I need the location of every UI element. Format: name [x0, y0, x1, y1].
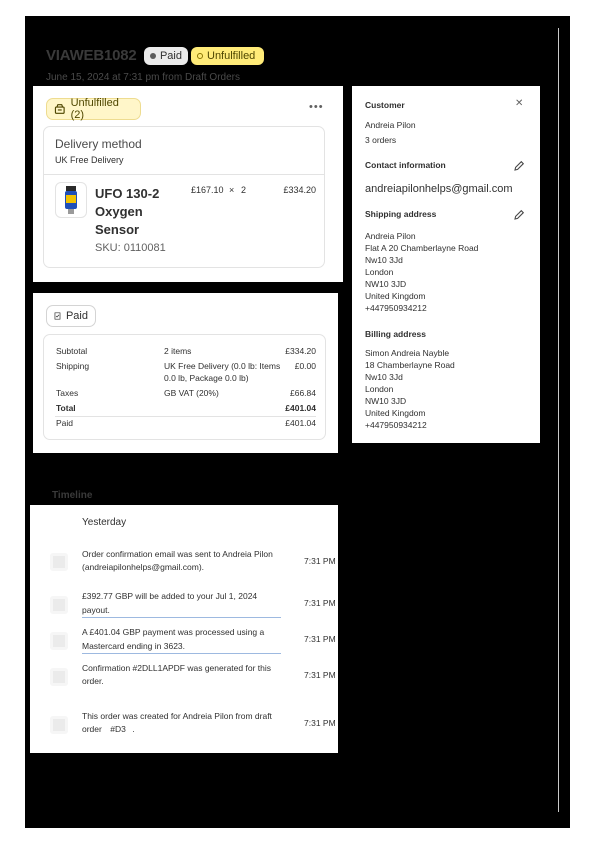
total-amount: £401.04	[285, 403, 316, 413]
shipping-amount: £0.00	[294, 361, 316, 371]
shipping-address-line: Nw10 3Jd	[365, 255, 403, 265]
expand-underline	[82, 653, 281, 654]
product-name-line-1[interactable]: UFO 130-2	[95, 186, 160, 201]
timeline-bullet-icon	[50, 553, 68, 571]
unit-price: £167.10	[191, 185, 224, 195]
timeline-event-line-1[interactable]: £392.77 GBP will be added to your Jul 1, 2024	[82, 591, 258, 601]
shipping-detail-line-2: 0.0 lb, Package 0.0 lb)	[164, 373, 249, 383]
shipping-address-line: +447950934212	[365, 303, 427, 313]
close-icon[interactable]: ✕	[515, 98, 524, 109]
shipping-address-line: London	[365, 267, 394, 277]
billing-address-line: London	[365, 384, 394, 394]
product-sku: SKU: 0110081	[95, 242, 166, 254]
billing-address-line: +447950934212	[365, 420, 427, 430]
billing-address-line: United Kingdom	[365, 408, 426, 418]
timeline-event-time: 7:31 PM	[304, 598, 336, 608]
package-icon	[54, 103, 66, 115]
customer-name[interactable]: Andreia Pilon	[365, 120, 416, 130]
ring-dot-icon	[197, 53, 203, 59]
subtotal-label: Subtotal	[56, 346, 88, 356]
filled-dot-icon	[150, 53, 156, 59]
order-id: VIAWEB1082	[46, 47, 137, 64]
more-actions-button[interactable]: •••	[309, 101, 324, 113]
times-sign: ×	[229, 185, 235, 195]
taxes-amount: £66.84	[290, 388, 316, 398]
billing-address-line: Simon Andreia Nayble	[365, 348, 450, 358]
customer-card	[352, 86, 540, 443]
contact-heading: Contact information	[365, 160, 446, 170]
pencil-icon[interactable]	[513, 209, 525, 221]
draft-order-link[interactable]: #D3	[110, 724, 126, 734]
timeline-event-period: .	[132, 724, 135, 734]
timeline-card	[30, 505, 338, 753]
billing-address-line: Nw10 3Jd	[365, 372, 403, 382]
unfulfilled-status-label: Unfulfilled (2)	[70, 97, 119, 121]
billing-address-heading: Billing address	[365, 329, 426, 339]
divider	[55, 416, 316, 417]
unfulfilled-badge-label: Unfulfilled	[207, 50, 256, 62]
timeline-event-line-1: This order was created for Andreia Pilon from draft	[82, 711, 272, 721]
timeline-event-time: 7:31 PM	[304, 556, 336, 566]
quantity: 2	[241, 185, 247, 195]
timeline-event-time: 7:31 PM	[304, 634, 336, 644]
timeline-event-text: order	[82, 724, 102, 734]
timeline-event-line-2[interactable]: Mastercard ending in 3623.	[82, 641, 186, 651]
shipping-address-line: United Kingdom	[365, 291, 426, 301]
timeline-bullet-icon	[50, 668, 68, 686]
paid-status-pill	[46, 305, 96, 327]
timeline-event-line-1: Order confirmation email was sent to Andreia Pilon	[82, 549, 273, 559]
timeline-bullet-icon	[50, 596, 68, 614]
customer-email[interactable]: andreiapilonhelps@gmail.com	[365, 183, 513, 195]
shipping-address-line: NW10 3JD	[365, 279, 407, 289]
oxygen-sensor-image	[56, 183, 86, 217]
shipping-label: Shipping	[56, 361, 90, 371]
unfulfilled-status-pill	[46, 98, 141, 120]
billing-address-line: 18 Chamberlayne Road	[365, 360, 455, 370]
timeline-bullet-icon	[50, 632, 68, 650]
receipt-check-icon	[54, 310, 61, 322]
product-name-line-2[interactable]: Oxygen	[95, 204, 143, 219]
timeline-event-line-2: order.	[82, 676, 104, 686]
shipping-address-line: Flat A 20 Chamberlayne Road	[365, 243, 479, 253]
timeline-event-line-2	[82, 724, 135, 734]
timeline-bullet-icon	[50, 716, 68, 734]
timeline-event-line-1: Confirmation #2DLL1APDF was generated for this	[82, 663, 271, 673]
product-thumbnail[interactable]	[55, 182, 87, 218]
customer-orders[interactable]: 3 orders	[365, 135, 397, 145]
product-name-line-3[interactable]: Sensor	[95, 222, 140, 237]
delivery-method-value: UK Free Delivery	[55, 155, 124, 165]
timeline-heading: Timeline	[52, 490, 93, 501]
unfulfilled-badge	[191, 47, 264, 65]
paid-badge	[144, 47, 188, 65]
total-label: Total	[56, 403, 76, 413]
timeline-day: Yesterday	[82, 517, 127, 528]
subtotal-detail: 2 items	[164, 346, 192, 356]
shipping-address-line: Andreia Pilon	[365, 231, 416, 241]
fulfillment-card	[33, 86, 343, 282]
billing-address-line: NW10 3JD	[365, 396, 407, 406]
shipping-detail-line-1: UK Free Delivery (0.0 lb: Items	[164, 361, 281, 371]
shipping-address-heading: Shipping address	[365, 209, 437, 219]
taxes-detail: GB VAT (20%)	[164, 388, 219, 398]
pencil-icon[interactable]	[513, 160, 525, 172]
paid-amount: £401.04	[285, 418, 316, 428]
paid-status-label: Paid	[65, 310, 88, 322]
order-subtitle: June 15, 2024 at 7:31 pm from Draft Orders	[46, 72, 240, 83]
timeline-event-line-2[interactable]: payout.	[82, 605, 110, 615]
timeline-event-time: 7:31 PM	[304, 718, 336, 728]
expand-underline	[82, 617, 281, 618]
divider	[44, 174, 324, 175]
taxes-label: Taxes	[56, 388, 79, 398]
timeline-event-time: 7:31 PM	[304, 670, 336, 680]
paid-label: Paid	[56, 418, 74, 428]
subtotal-amount: £334.20	[285, 346, 316, 356]
delivery-method-heading: Delivery method	[55, 137, 142, 151]
payment-card	[33, 293, 338, 453]
customer-heading: Customer	[365, 100, 405, 110]
scrollbar-track[interactable]	[558, 28, 559, 812]
line-total: £334.20	[283, 185, 316, 195]
paid-badge-label: Paid	[159, 50, 182, 62]
timeline-event-line-2: (andreiapilonhelps@gmail.com).	[82, 562, 205, 572]
timeline-event-line-1[interactable]: A £401.04 GBP payment was processed using a	[82, 627, 265, 637]
